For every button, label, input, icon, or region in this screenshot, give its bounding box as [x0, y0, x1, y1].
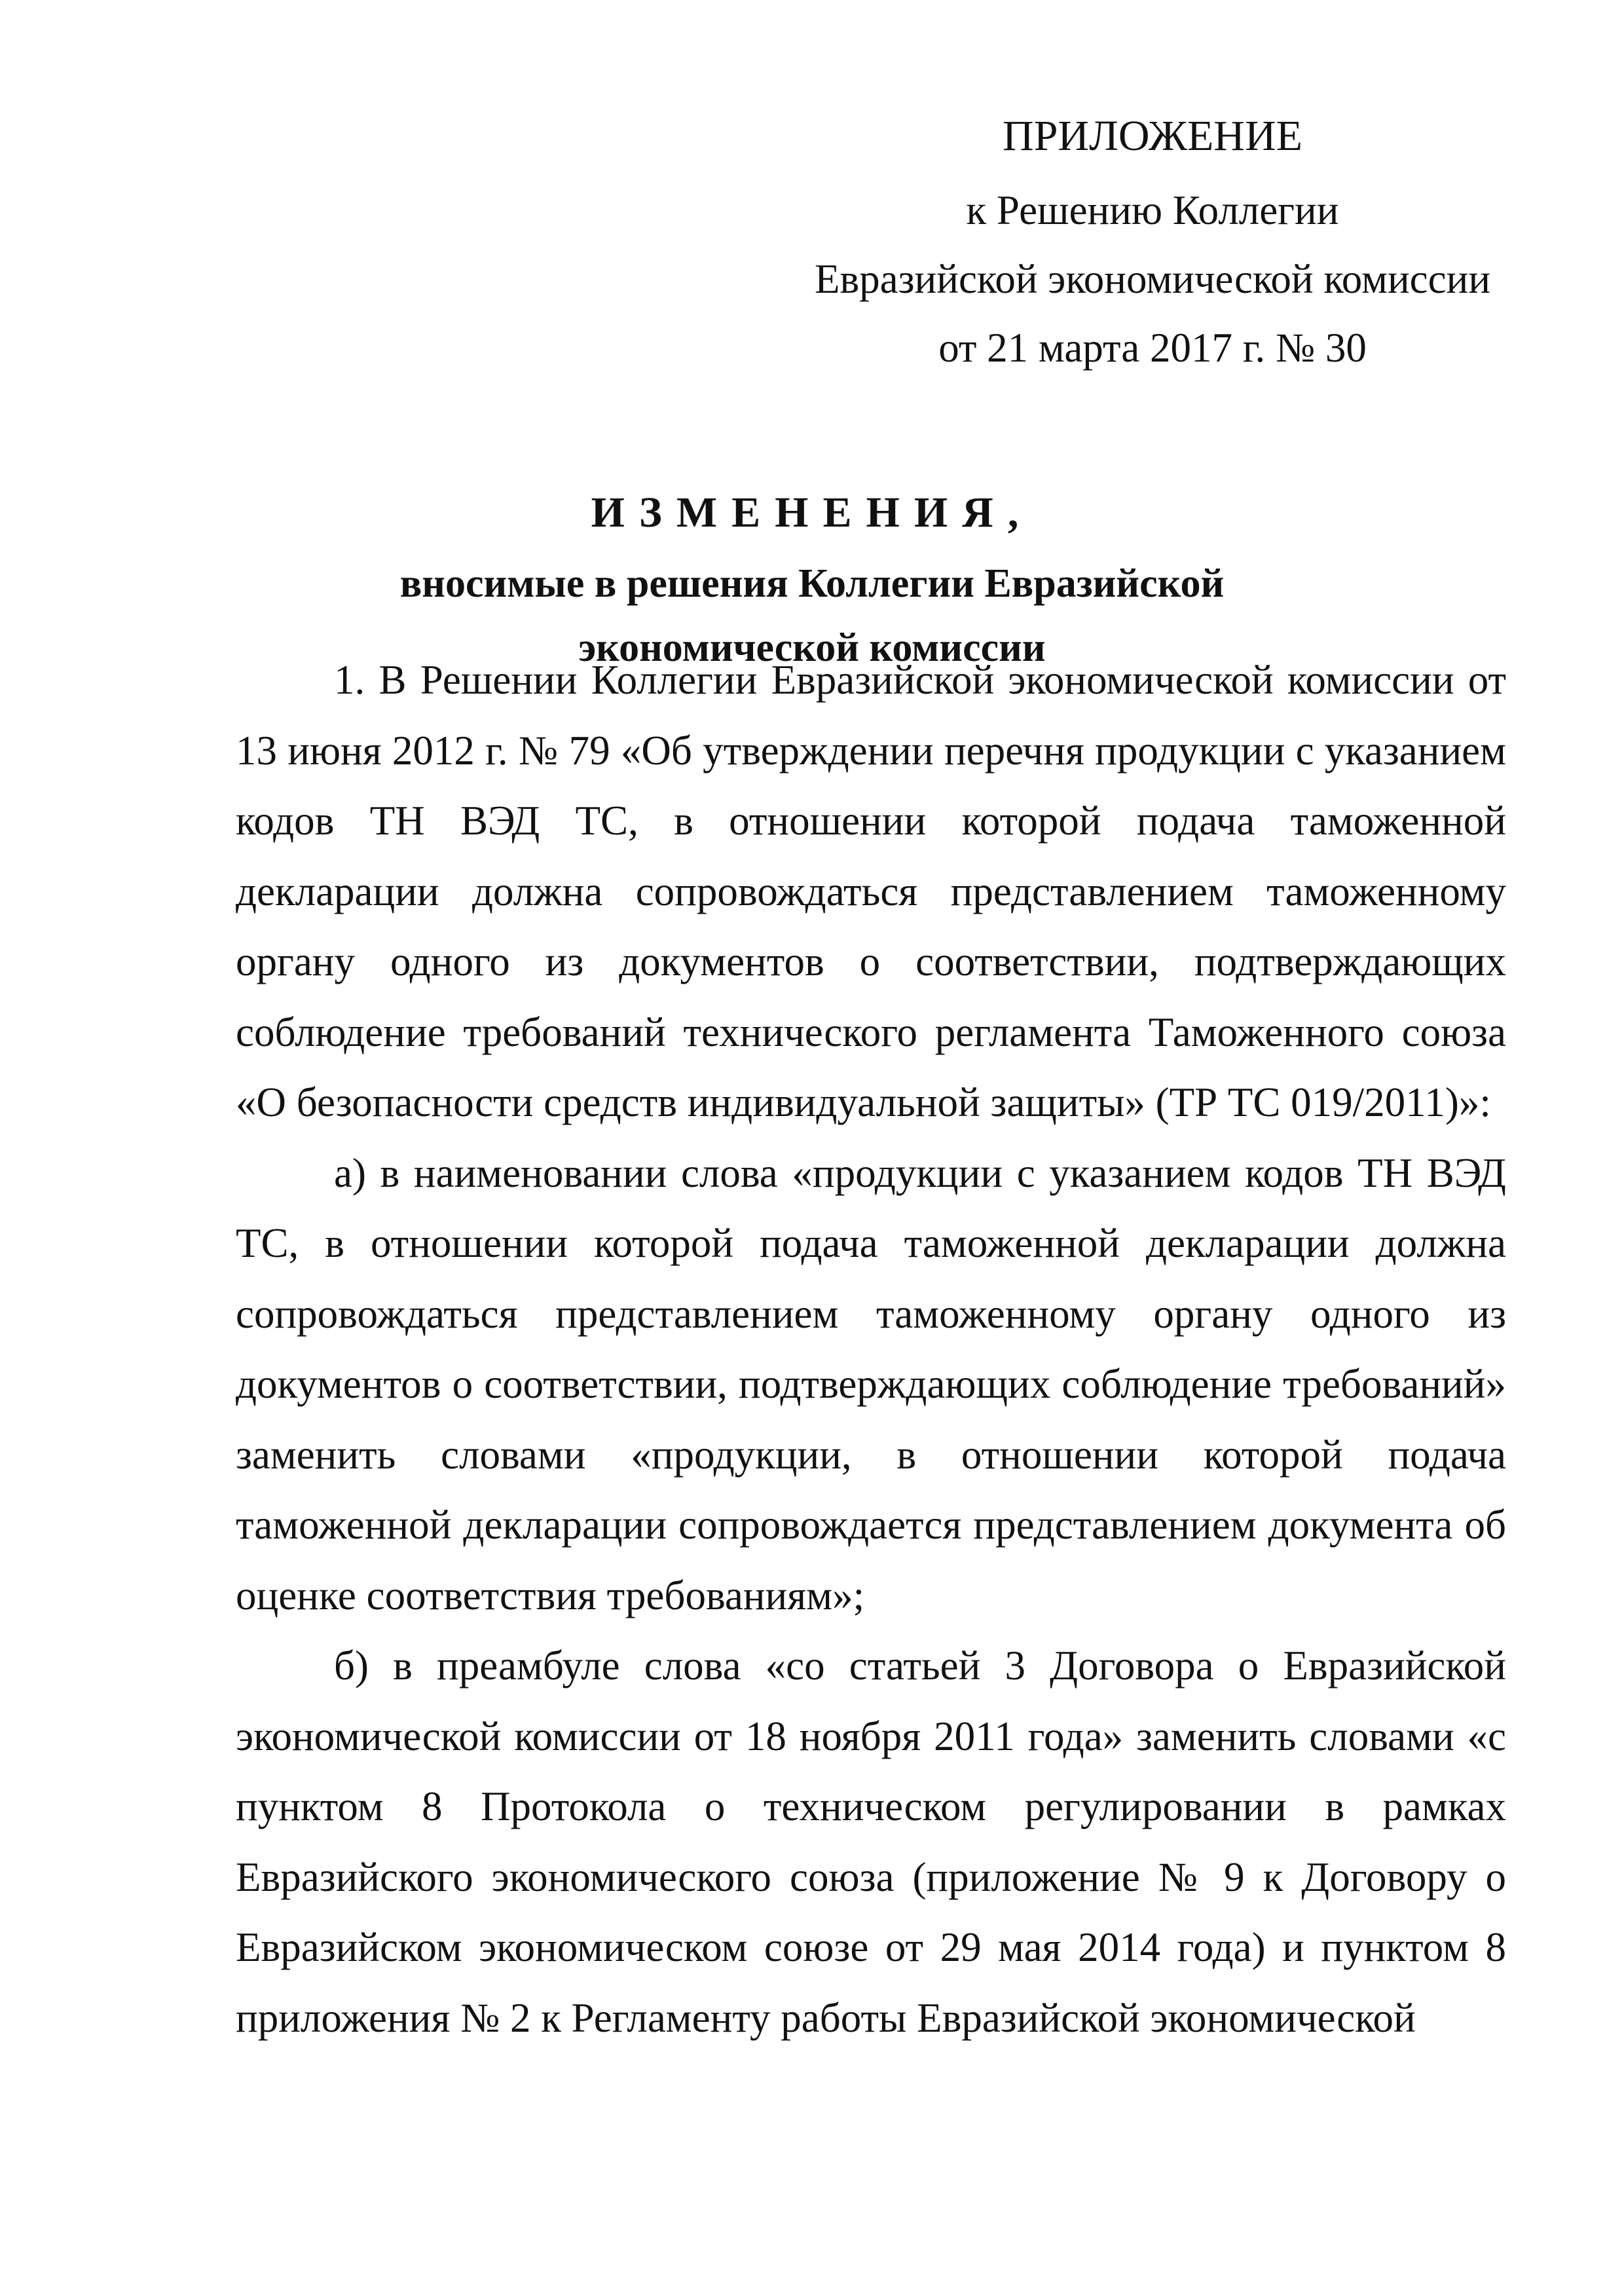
paragraph-1: 1. В Решении Коллегии Евразийской экономической комиссии от 13 июня 2012 г. № 79 «Об утверждении перечня продукции с указанием кодов ТН ВЭД ТС, в отношении которой подача таможенной декларации должна сопровождаться представлением таможенному органу одного из документов о соответствии, подтверждающих соблюдение требований технического регламента Таможенного союза «О безопасности средств индивидуальной защиты» (ТР ТС 019/2011)»:	[236, 657, 1506, 1125]
annex-reference-line-2: Евразийской экономической комиссии	[814, 256, 1491, 302]
annex-title: ПРИЛОЖЕНИЕ	[1003, 112, 1302, 160]
annex-reference-date: от 21 марта 2017 г. № 30	[938, 325, 1367, 371]
document-body	[236, 645, 1506, 2053]
paragraph-b: б) в преамбуле слова «со статьей 3 Договора о Евразийской экономической комиссии от 18 ноября 2011 года» заменить словами «с пунктом 8 Протокола о техническом регулировании в рамках Евразийского экономического союза (приложение № 9 к Договору о Евразийском экономическом союзе от 29 мая 2014 года) и пунктом 8 приложения № 2 к Регламенту работы Евразийской экономической	[236, 1643, 1506, 2041]
annex-reference-line-1: к Решению Коллегии	[966, 187, 1339, 233]
document-subtitle-line-2: экономической комиссии	[578, 625, 1046, 670]
paragraph-a: а) в наименовании слова «продукции с указанием кодов ТН ВЭД ТС, в отношении которой подача таможенной декларации должна сопровождаться представлением таможенному органу одного из документов о соответствии, подтверждающих соблюдение требований» заменить словами «продукции, в отношении которой подача таможенной декларации сопровождается представлением документа об оценке соответствия требованиям»;	[236, 1149, 1506, 1618]
document-title: ИЗМЕНЕНИЯ,	[591, 489, 1033, 536]
document-subtitle-line-1: вносимые в решения Коллегии Евразийской	[399, 561, 1225, 606]
